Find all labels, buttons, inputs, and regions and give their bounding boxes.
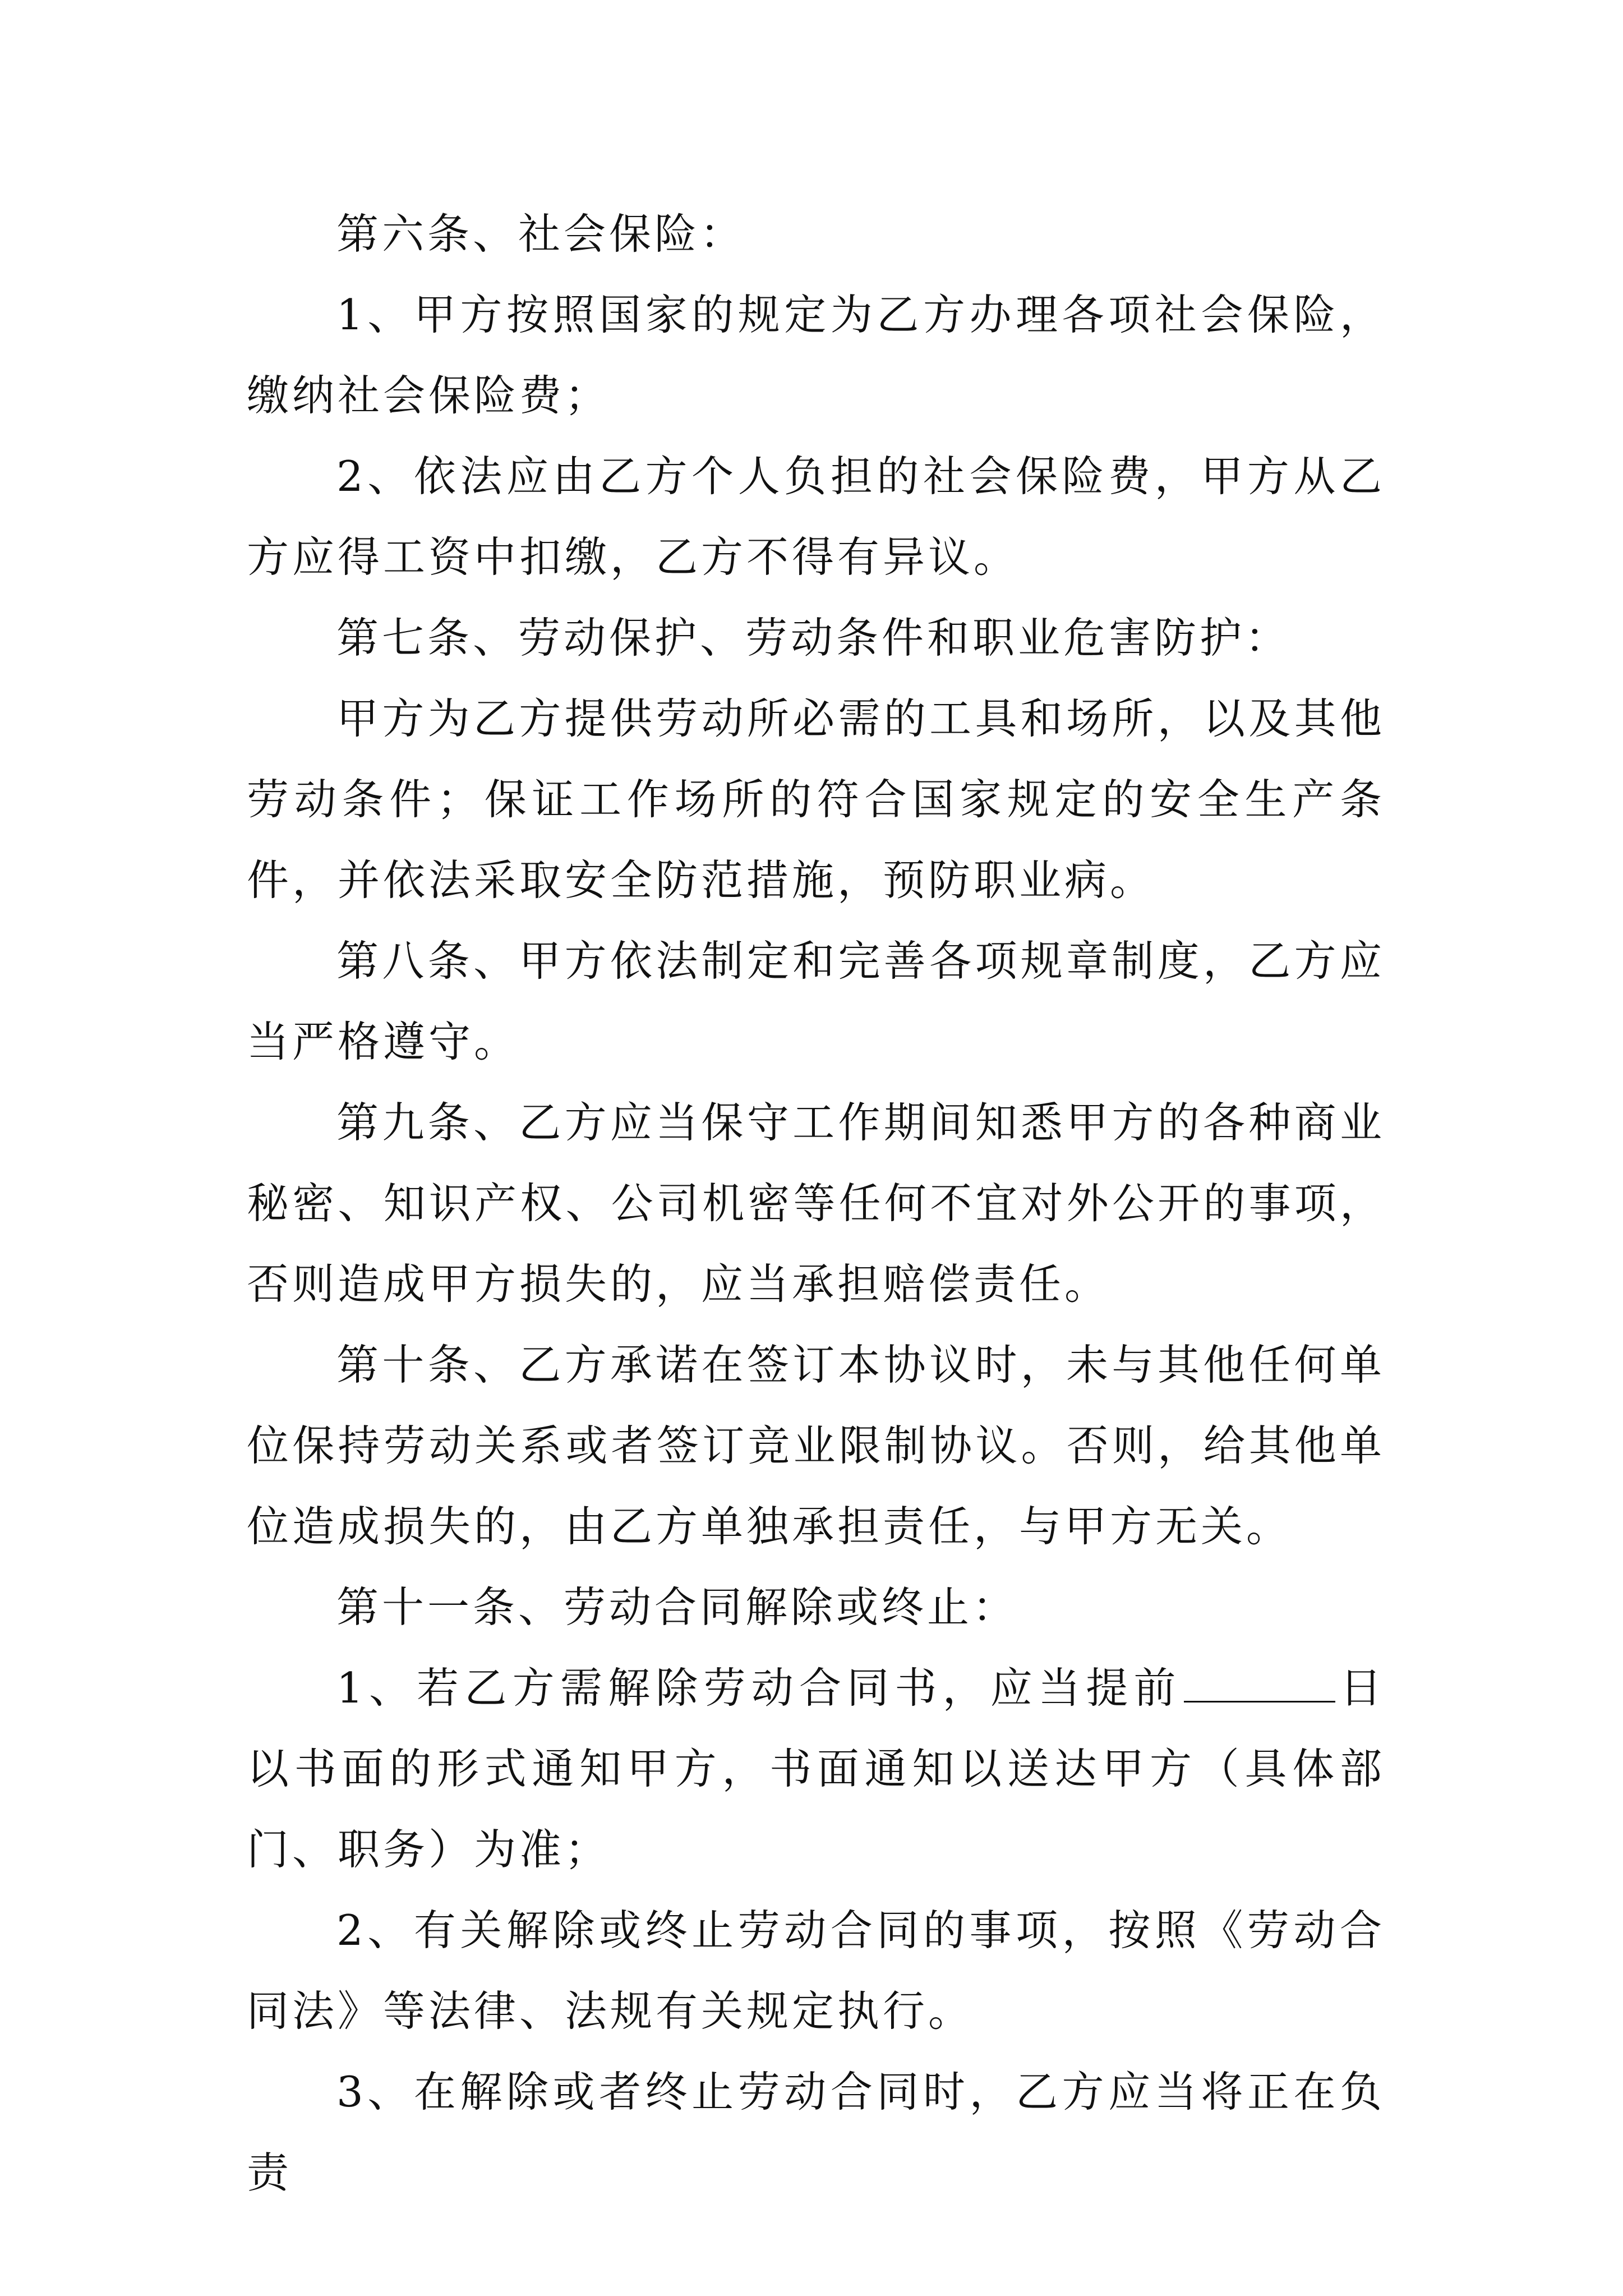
article-6-item-1: 1、甲方按照国家的规定为乙方办理各项社会保险，缴纳社会保险费； <box>247 290 1385 420</box>
article-7-body: 甲方为乙方提供劳动所必需的工具和场所，以及其他劳动条件；保证工作场所的符合国家规定的安全生产条件，并依法采取安全防范措施，预防职业病。 <box>247 694 1385 905</box>
document-body <box>247 194 1385 2213</box>
article-11-item-1-before: 1、若乙方需解除劳动合同书，应当提前 <box>336 1663 1182 1713</box>
article-11-heading: 第十一条、劳动合同解除或终止： <box>336 1582 1018 1632</box>
article-6-item-2: 2、依法应由乙方个人负担的社会保险费，甲方从乙方应得工资中扣缴，乙方不得有异议。 <box>247 452 1385 582</box>
article-11-item-2: 2、有关解除或终止劳动合同的事项，按照《劳动合同法》等法律、法规有关规定执行。 <box>247 1906 1385 2036</box>
article-11-item-3: 3、在解除或者终止劳动合同时，乙方应当将正在负责 <box>247 2067 1385 2197</box>
article-7-heading: 第七条、劳动保护、劳动条件和职业危害防护： <box>336 613 1291 662</box>
article-6-heading: 第六条、社会保险： <box>336 209 746 259</box>
article-9: 第九条、乙方应当保守工作期间知悉甲方的各种商业秘密、知识产权、公司机密等任何不宜对外公开的事项，否则造成甲方损失的，应当承担赔偿责任。 <box>247 1098 1385 1309</box>
article-8: 第八条、甲方依法制定和完善各项规章制度，乙方应当严格遵守。 <box>247 936 1385 1066</box>
article-11-item-1-after: 日以书面的形式通知甲方，书面通知以送达甲方（具体部门、职务）为准； <box>247 1663 1385 1874</box>
article-10: 第十条、乙方承诺在签订本协议时，未与其他任何单位保持劳动关系或者签订竞业限制协议。否则，给其他单位造成损失的，由乙方单独承担责任，与甲方无关。 <box>247 1340 1385 1551</box>
notice-days-blank <box>1184 1662 1335 1703</box>
article-11-item-1 <box>247 1648 1385 1890</box>
